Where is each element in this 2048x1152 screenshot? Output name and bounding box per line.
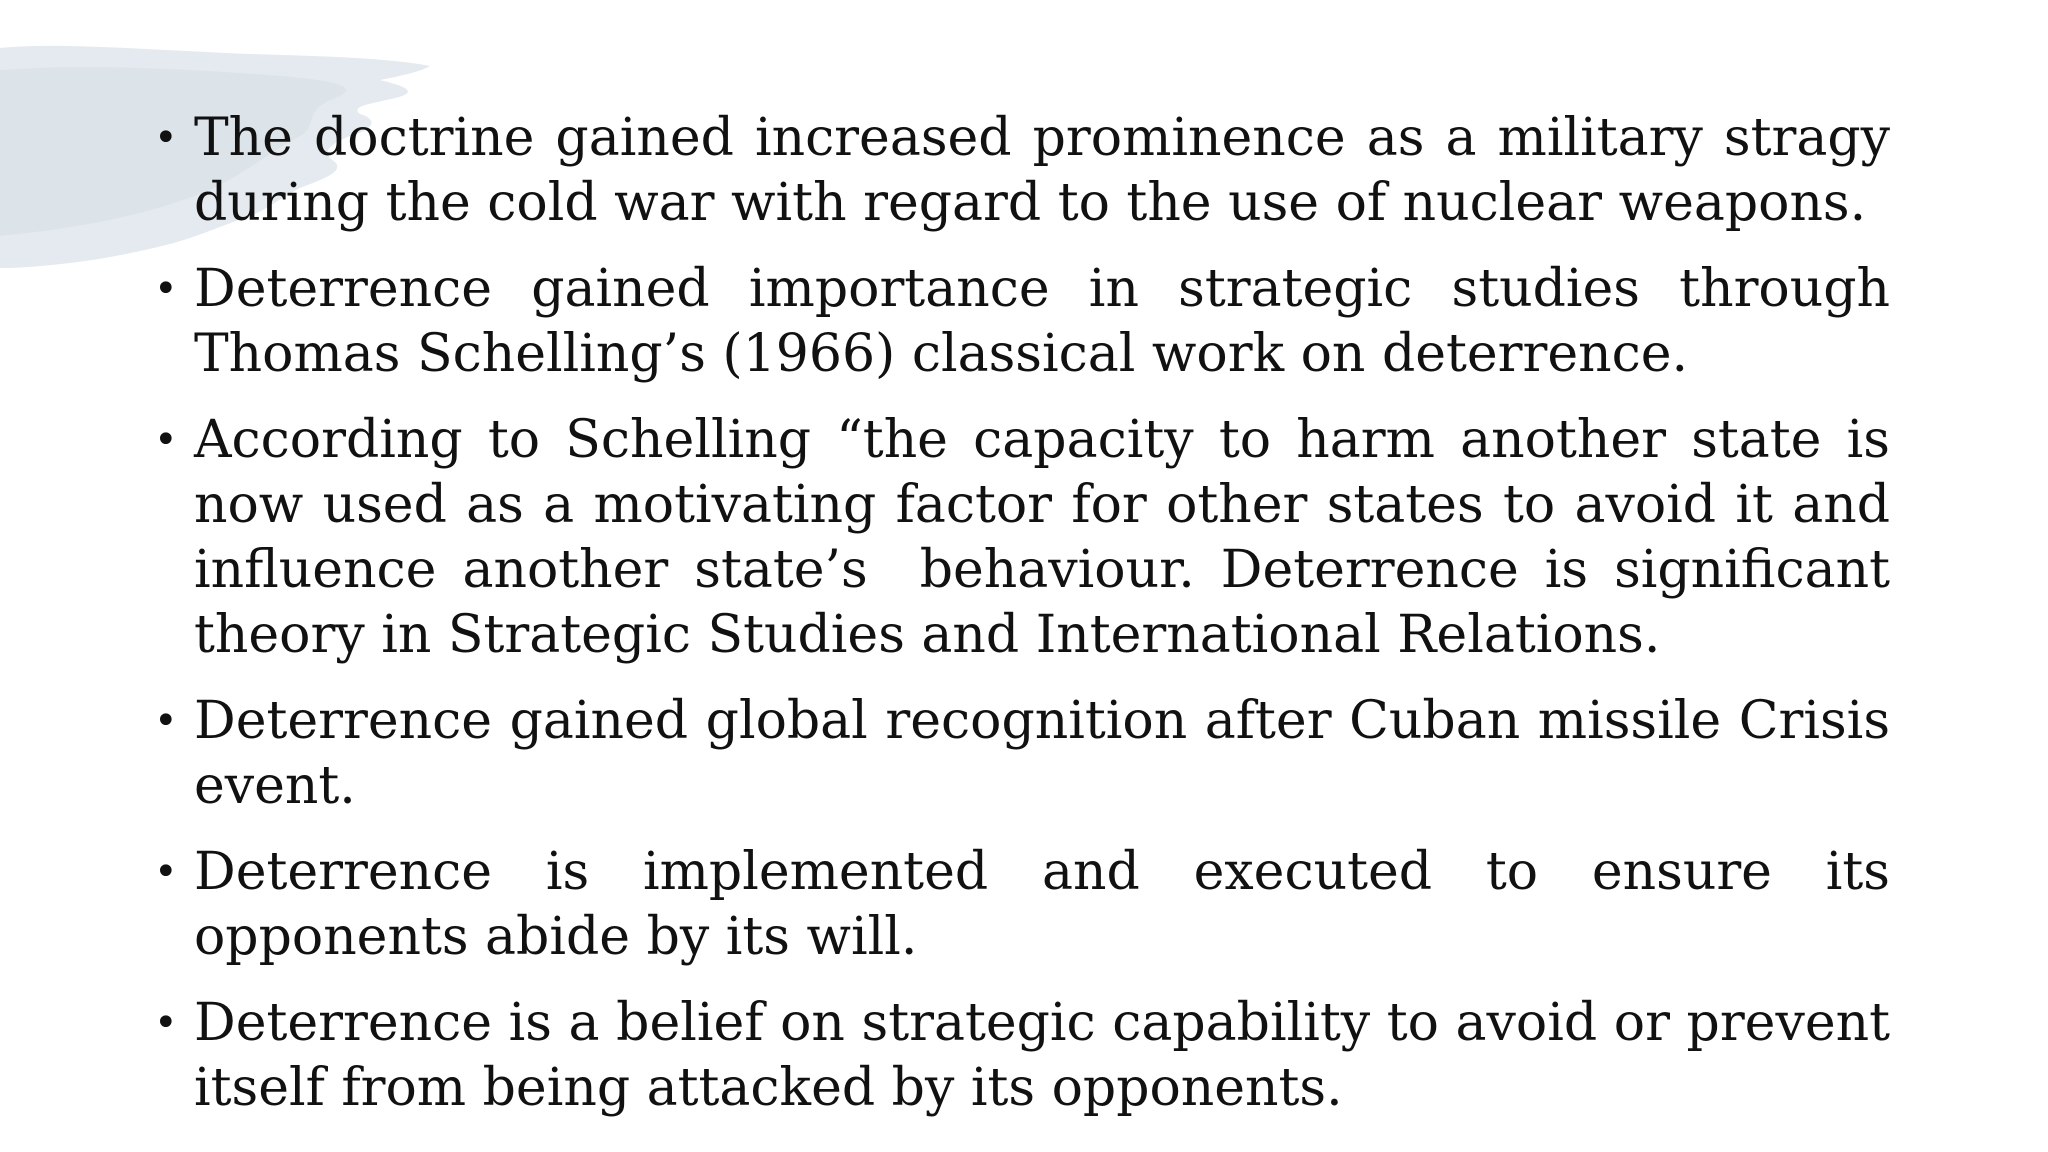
bullet-text: Deterrence is implemented and executed to ensure its opponents abide by its will. xyxy=(194,842,1890,967)
bullet-item xyxy=(148,408,1907,668)
bullet-dot-icon: • xyxy=(154,698,178,744)
bullet-text: The doctrine gained increased prominence as a military stragy during the cold war with regard to the use of nuclear weapons. xyxy=(194,108,1890,233)
bullet-item xyxy=(148,106,1890,236)
bullet-item xyxy=(148,840,1890,970)
bullet-text: Deterrence gained importance in strategic studies through Thomas Schelling’s (1966) classical work on deterrence. xyxy=(194,259,1890,384)
bullet-text: Deterrence is a belief on strategic capability to avoid or prevent itself from being attacked by its opponents. xyxy=(194,993,1890,1118)
bullet-dot-icon: • xyxy=(154,266,178,312)
bullet-text: Deterrence gained global recognition after Cuban missile Crisis event. xyxy=(194,691,1890,816)
slide-content xyxy=(148,106,1907,1142)
bullet-item xyxy=(148,689,1890,819)
bullet-dot-icon: • xyxy=(154,849,178,895)
bullet-dot-icon: • xyxy=(154,1000,178,1046)
bullet-list xyxy=(148,106,1907,1121)
bullet-dot-icon: • xyxy=(154,417,178,463)
bullet-item xyxy=(148,991,1890,1121)
bullet-dot-icon: • xyxy=(154,115,178,161)
bullet-item xyxy=(148,257,1890,387)
bullet-text: According to Schelling “the capacity to harm another state is now used as a motivating factor for other states to avoid it and influence another state’s behaviour. Deterrence is significant theory in Strategic Studies and International Relations. xyxy=(194,410,1907,665)
